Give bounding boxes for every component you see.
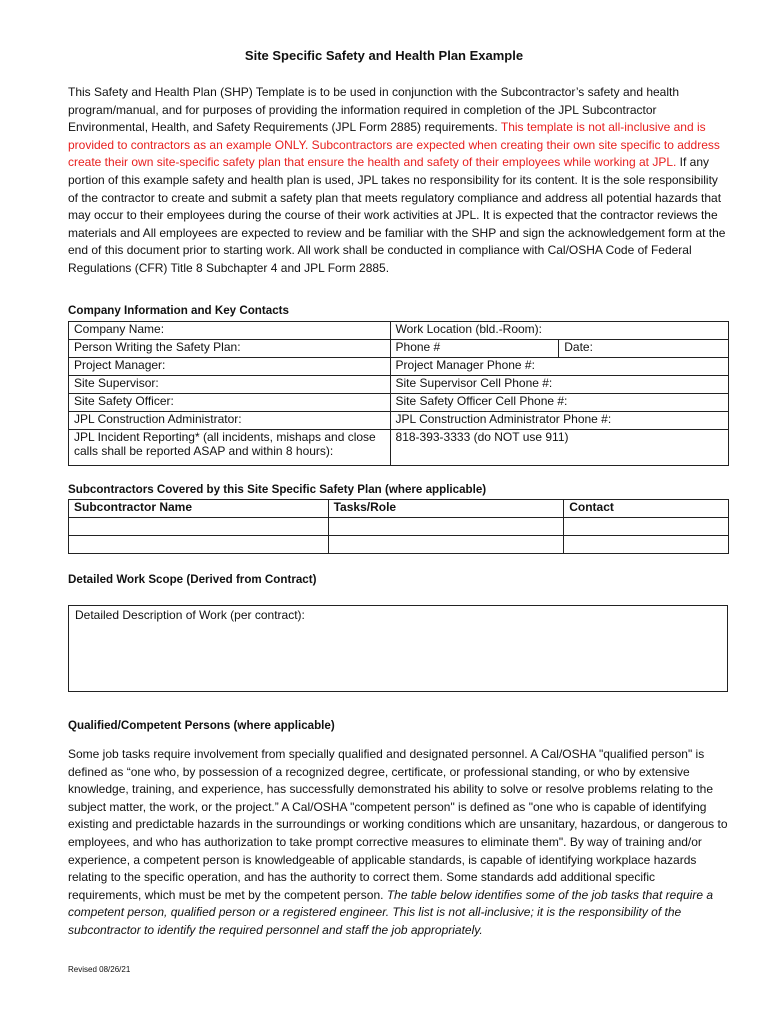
phone-label: Phone # xyxy=(390,340,559,358)
project-manager-label: Project Manager: xyxy=(69,358,391,376)
empty-cell xyxy=(564,518,729,536)
empty-cell xyxy=(69,536,329,554)
table-row xyxy=(69,518,729,536)
plan-writer-label: Person Writing the Safety Plan: xyxy=(69,340,391,358)
tasks-role-header: Tasks/Role xyxy=(328,500,564,518)
construction-admin-phone-label: JPL Construction Administrator Phone #: xyxy=(390,412,728,430)
contact-header: Contact xyxy=(564,500,729,518)
work-description-label: Detailed Description of Work (per contract): xyxy=(75,608,305,622)
table-row xyxy=(69,322,729,340)
site-supervisor-phone-label: Site Supervisor Cell Phone #: xyxy=(390,376,728,394)
intro-text-1: This Safety and Health Plan (SHP) Template is to be used in conjunction with the Subcontractor’s safety and health program/manual, and for purposes of providing the information required in completion of the JPL Subcontractor Environmental, Health, and Safety Requirements (JPL Form 2885) requirements. xyxy=(68,85,680,135)
subcontractor-name-header: Subcontractor Name xyxy=(69,500,329,518)
site-safety-officer-phone-label: Site Safety Officer Cell Phone #: xyxy=(390,394,728,412)
table-row xyxy=(69,430,729,466)
qualified-persons-heading: Qualified/Competent Persons (where applicable) xyxy=(68,719,335,732)
incident-reporting-number: 818-393-3333 (do NOT use 911) xyxy=(390,430,728,466)
intro-paragraph xyxy=(68,84,730,278)
empty-cell xyxy=(328,536,564,554)
construction-admin-label: JPL Construction Administrator: xyxy=(69,412,391,430)
empty-cell xyxy=(564,536,729,554)
work-location-label: Work Location (bld.-Room): xyxy=(390,322,728,340)
company-info-table xyxy=(68,321,729,466)
qualified-italic-text: The table below identifies some of the job tasks that require a competent person, qualified person or a registered engineer. This list is not all-inclusive; it is the responsibility of the subcontractor to identify the required personnel and staff the job appropriately. xyxy=(68,887,714,937)
company-info-heading: Company Information and Key Contacts xyxy=(68,304,289,317)
empty-cell xyxy=(69,518,329,536)
site-safety-officer-label: Site Safety Officer: xyxy=(69,394,391,412)
site-supervisor-label: Site Supervisor: xyxy=(69,376,391,394)
table-row xyxy=(69,394,729,412)
intro-warning-text: This template is not all-inclusive and is provided to contractors as an example ONLY. Subcontractors are expected when creating their own site specific to address create their own site-specific safety plan that ensure the health and safety of their employees while working at JPL. xyxy=(68,120,720,170)
table-row xyxy=(69,412,729,430)
table-header-row xyxy=(69,500,729,518)
page-title: Site Specific Safety and Health Plan Example xyxy=(244,48,524,63)
project-manager-phone-label: Project Manager Phone #: xyxy=(390,358,728,376)
table-row xyxy=(69,340,729,358)
revision-footer: Revised 08/26/21 xyxy=(68,965,131,974)
work-description-box xyxy=(68,605,728,692)
incident-reporting-label: JPL Incident Reporting* (all incidents, mishaps and close calls shall be reported ASAP and within 8 hours): xyxy=(69,430,391,466)
date-label: Date: xyxy=(559,340,729,358)
work-scope-heading: Detailed Work Scope (Derived from Contract) xyxy=(68,573,317,586)
empty-cell xyxy=(328,518,564,536)
company-name-label: Company Name: xyxy=(69,322,391,340)
table-row xyxy=(69,536,729,554)
qualified-persons-paragraph xyxy=(68,746,730,940)
table-row xyxy=(69,376,729,394)
qualified-body-text: Some job tasks require involvement from specially qualified and designated personnel. A Cal/OSHA "qualified person" is defined as “one who, by possession of a recognized degree, certificate, or professional standing, or who by extensive knowledge, training, and experience, has successfully demonstrated his ability to solve or resolve problems relating to the subject matter, the work, or the project.” A Cal/OSHA "competent person" is defined as "one who is capable of identifying existing and predictable hazards in the surroundings or working conditions which are unsanitary, hazardous, or dangerous to employees, and who has authorization to take prompt corrective measures to eliminate them". By way of training and/or experience, a competent person is knowledgeable of applicable standards, is capable of identifying workplace hazards relating to the specific operation, and has the authority to correct them. Some standards add additional specific requirements, which must be met by the competent person. xyxy=(68,747,728,902)
table-row xyxy=(69,358,729,376)
subcontractors-table xyxy=(68,499,729,554)
intro-text-2: If any portion of this example safety and health plan is used, JPL takes no responsibility for its content. It is the sole responsibility of the contractor to create and submit a safety plan that meets regulatory compliance and address all potential hazards that may occur to their employees during the course of their work activities at JPL. It is expected that the contractor reviews the materials and All employees are expected to review and be familiar with the SHP and sign the acknowledgement form at the end of this document prior to starting work. All work shall be conducted in compliance with Cal/OSHA Code of Federal Regulations (CFR) Title 8 Subchapter 4 and JPL Form 2885. xyxy=(68,155,726,275)
subcontractors-heading: Subcontractors Covered by this Site Specific Safety Plan (where applicable) xyxy=(68,483,487,496)
